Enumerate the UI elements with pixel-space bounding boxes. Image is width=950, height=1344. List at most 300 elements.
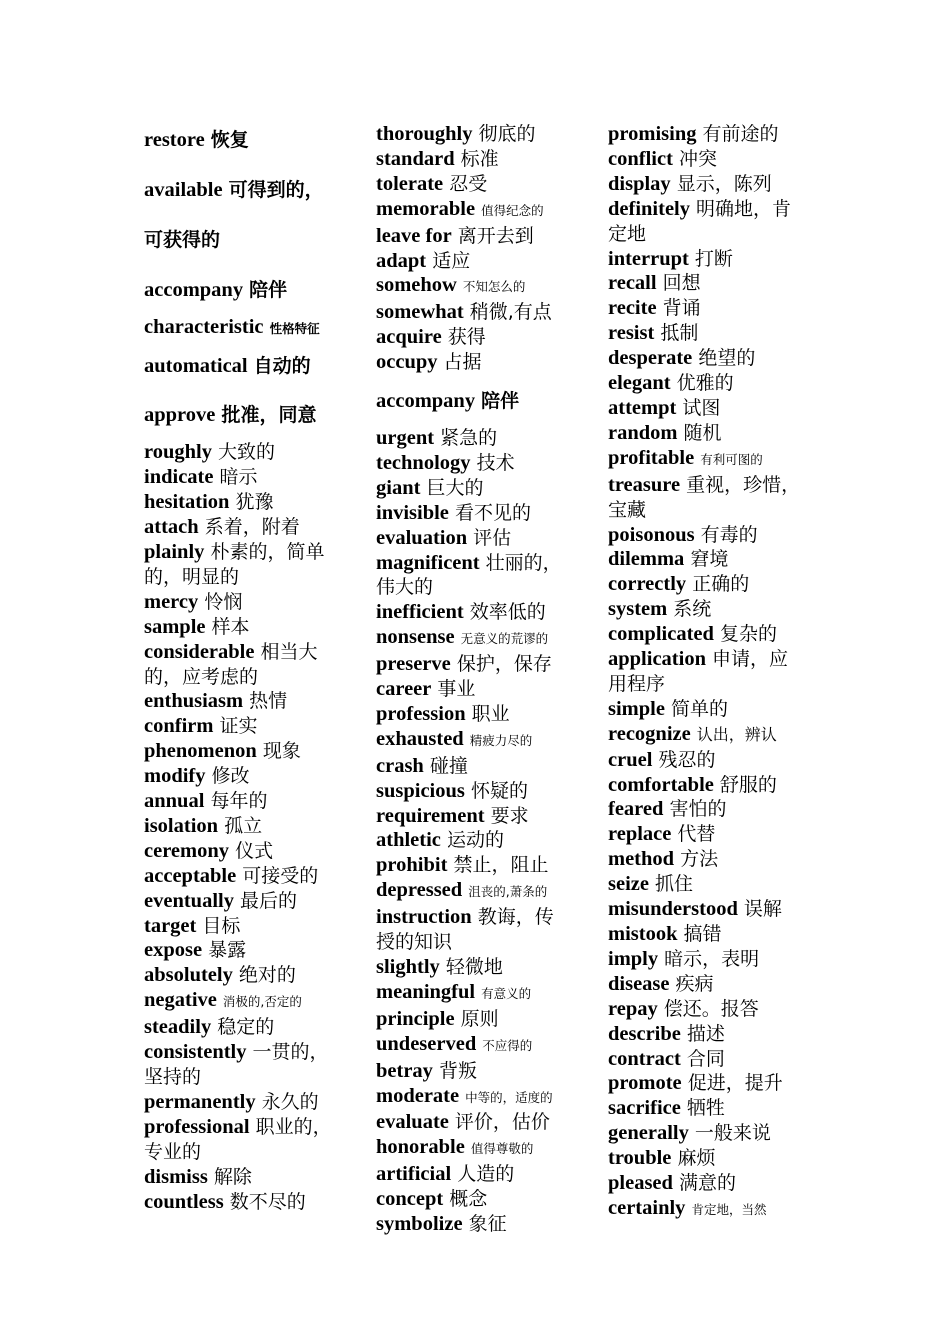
vocab-meaning: 禁止，阻止 xyxy=(453,854,549,877)
vocab-entry xyxy=(608,1096,826,1121)
vocab-entry xyxy=(376,249,586,274)
vocab-entry xyxy=(144,278,354,303)
vocab-word: comfortable xyxy=(608,773,714,796)
vocab-meaning: 的，明显的 xyxy=(144,565,240,588)
vocab-meaning: 忍受 xyxy=(449,172,488,195)
vocab-meaning: 打断 xyxy=(694,247,733,270)
vocab-word: invisible xyxy=(376,501,449,524)
vocab-meaning: 紧急的 xyxy=(440,426,498,449)
vocab-entry xyxy=(376,476,586,501)
vocab-meaning: 效率低的 xyxy=(469,601,546,624)
vocab-entry xyxy=(376,1059,586,1084)
vocab-entry xyxy=(376,828,586,853)
vocab-entry xyxy=(376,955,586,980)
vocab-entry xyxy=(144,839,354,864)
vocab-word: mistook xyxy=(608,923,678,945)
vocab-word: suspicious xyxy=(376,779,465,802)
vocab-meaning: 偿还。报答 xyxy=(663,997,759,1020)
vocab-word: professional xyxy=(144,1115,250,1138)
vocab-entry xyxy=(608,572,826,597)
vocab-word: simple xyxy=(608,697,665,720)
vocab-meaning: 有前途的 xyxy=(702,123,779,145)
vocab-entry xyxy=(608,197,826,222)
vocab-meaning: 稳定的 xyxy=(217,1016,275,1039)
vocab-entry xyxy=(608,396,826,421)
vocab-word: considerable xyxy=(144,640,255,663)
vocab-entry xyxy=(376,1084,586,1111)
vocab-entry xyxy=(144,1065,354,1090)
vocab-entry xyxy=(376,677,586,702)
vocab-meaning: 教诲，传 xyxy=(477,906,554,929)
vocab-word: conflict xyxy=(608,147,673,170)
vocab-word: artificial xyxy=(376,1163,452,1186)
vocab-word: concept xyxy=(376,1188,444,1211)
vocab-word: enthusiasm xyxy=(144,690,244,713)
vocab-entry xyxy=(608,773,826,798)
vocab-meaning: 坚持的 xyxy=(144,1066,202,1088)
vocab-entry xyxy=(608,446,826,473)
vocab-word: tolerate xyxy=(376,172,444,195)
vocab-entry xyxy=(376,1162,586,1187)
vocab-entry xyxy=(608,473,826,498)
vocab-word: automatical xyxy=(144,354,248,377)
vocab-meaning: 专业的 xyxy=(144,1140,202,1163)
vocab-entry xyxy=(144,490,354,515)
vocab-word: describe xyxy=(608,1022,681,1045)
vocab-word: ceremony xyxy=(144,839,230,862)
vocab-meaning: 占据 xyxy=(443,351,482,374)
vocab-meaning: 重视，珍惜， xyxy=(686,473,801,496)
vocab-entry xyxy=(376,451,586,476)
vocab-meaning: 离开去到 xyxy=(457,224,534,247)
vocab-entry xyxy=(144,128,354,153)
vocab-word: feared xyxy=(608,798,664,821)
vocab-meaning: 运动的 xyxy=(446,829,504,852)
vocab-entry xyxy=(376,551,586,576)
vocab-meaning: 方法 xyxy=(680,848,719,871)
vocab-word: somehow xyxy=(376,274,457,297)
vocab-entry xyxy=(144,1190,354,1215)
vocab-entry xyxy=(608,872,826,897)
vocab-meaning: 证实 xyxy=(219,715,258,738)
vocab-word: meaningful xyxy=(376,980,476,1003)
vocab-entry xyxy=(144,228,354,253)
vocab-meaning: 稍微,有点 xyxy=(469,301,552,324)
vocab-meaning: 有意义的 xyxy=(481,985,532,1001)
vocab-meaning: 陪伴 xyxy=(249,278,288,301)
vocab-entry xyxy=(144,1165,354,1190)
vocab-word: acquire xyxy=(376,326,442,349)
vocab-word: promote xyxy=(608,1072,682,1095)
vocab-word: expose xyxy=(144,939,203,962)
vocab-word: somewhat xyxy=(376,301,464,324)
vocab-entry xyxy=(608,1047,826,1072)
vocab-meaning: 回想 xyxy=(662,272,701,295)
vocab-meaning: 肯定地，当然 xyxy=(691,1201,767,1217)
vocab-word: system xyxy=(608,598,668,621)
vocab-meaning: 批准，同意 xyxy=(221,404,317,427)
vocab-word: correctly xyxy=(608,573,687,596)
vocab-entry xyxy=(608,147,826,172)
vocab-word: characteristic xyxy=(144,315,264,338)
vocab-entry xyxy=(144,1040,354,1065)
vocab-word: display xyxy=(608,172,671,195)
vocab-word: restore xyxy=(144,129,205,151)
vocab-meaning: 巨大的 xyxy=(426,476,484,499)
vocab-meaning: 明确地，肯 xyxy=(696,197,792,220)
vocab-word: target xyxy=(144,914,197,937)
vocab-meaning: 认出，辨认 xyxy=(696,724,777,744)
vocab-entry xyxy=(376,1110,586,1135)
vocab-meaning: 可得到的， xyxy=(228,178,324,201)
vocab-word: moderate xyxy=(376,1084,460,1107)
vocab-entry xyxy=(376,172,586,197)
vocab-entry xyxy=(376,980,586,1007)
vocab-entry xyxy=(376,853,586,878)
vocab-entry xyxy=(608,597,826,622)
vocab-word: exhausted xyxy=(376,727,464,750)
vocab-entry xyxy=(144,615,354,640)
vocab-meaning: 背诵 xyxy=(662,297,701,320)
vocab-word: consistently xyxy=(144,1041,247,1064)
vocab-word: contract xyxy=(608,1047,681,1070)
vocab-entry xyxy=(608,922,826,947)
vocab-meaning: 每年的 xyxy=(210,790,268,813)
vocab-word: confirm xyxy=(144,715,214,738)
vocab-meaning: 窘境 xyxy=(690,548,729,571)
vocab-entry xyxy=(376,426,586,451)
vocab-meaning: 代替 xyxy=(677,823,716,846)
vocab-entry xyxy=(376,350,586,375)
vocab-word: interrupt xyxy=(608,247,689,270)
vocab-entry xyxy=(144,789,354,814)
vocab-meaning: 修改 xyxy=(211,765,250,788)
vocab-entry xyxy=(144,590,354,615)
vocab-word: available xyxy=(144,178,223,201)
vocab-entry xyxy=(608,271,826,296)
vocab-word: trouble xyxy=(608,1147,672,1170)
vocab-word: permanently xyxy=(144,1090,256,1113)
vocab-meaning: 一贯的， xyxy=(252,1041,329,1064)
vocab-meaning: 定地 xyxy=(608,222,647,245)
vocab-entry xyxy=(608,722,826,748)
vocab-entry xyxy=(144,1115,354,1140)
vocab-entry xyxy=(376,300,586,325)
vocab-meaning: 疾病 xyxy=(675,972,714,995)
vocab-word: sacrifice xyxy=(608,1097,681,1120)
vocab-entry xyxy=(376,1007,586,1032)
vocab-entry xyxy=(608,1146,826,1171)
vocab-word: attempt xyxy=(608,396,677,419)
vocab-entry xyxy=(144,403,354,428)
vocab-meaning: 暗示，表明 xyxy=(664,947,760,970)
vocab-entry xyxy=(144,764,354,789)
vocab-meaning: 正确的 xyxy=(692,573,750,596)
vocab-word: mercy xyxy=(144,590,199,613)
vocab-word: dilemma xyxy=(608,548,685,571)
vocab-meaning: 怜悯 xyxy=(204,590,243,613)
vocab-entry xyxy=(376,779,586,804)
vocab-word: certainly xyxy=(608,1196,686,1219)
vocab-meaning: 保护，保存 xyxy=(456,653,552,676)
vocab-entry xyxy=(608,1196,826,1223)
vocab-entry xyxy=(376,526,586,551)
vocab-word: eventually xyxy=(144,889,234,912)
vocab-meaning: 值得尊敬的 xyxy=(470,1141,534,1157)
vocab-entry xyxy=(376,1032,586,1059)
vocab-entry xyxy=(608,847,826,872)
vocab-meaning: 热情 xyxy=(249,690,288,713)
vocab-entry xyxy=(608,647,826,672)
vocab-entry xyxy=(144,864,354,889)
vocab-entry xyxy=(608,421,826,446)
vocab-word: sample xyxy=(144,615,206,638)
vocab-entry xyxy=(376,197,586,224)
vocab-meaning: 抓住 xyxy=(655,873,694,896)
vocab-meaning: 适应 xyxy=(432,249,471,272)
vocab-word: evaluate xyxy=(376,1111,449,1134)
vocab-entry xyxy=(608,622,826,647)
vocab-meaning: 一般来说 xyxy=(694,1122,771,1145)
vocab-entry xyxy=(376,625,586,652)
vocab-word: negative xyxy=(144,989,217,1012)
vocab-entry xyxy=(608,1171,826,1196)
vocab-entry xyxy=(376,905,586,930)
vocab-entry xyxy=(608,697,826,722)
vocab-meaning: 相当大 xyxy=(260,640,318,663)
vocab-meaning: 显示，陈列 xyxy=(676,172,772,195)
vocab-entry xyxy=(144,640,354,665)
vocab-entry xyxy=(144,565,354,590)
vocab-word: approve xyxy=(144,404,216,427)
vocab-word: career xyxy=(376,678,432,701)
vocab-entry xyxy=(608,346,826,371)
vocab-entry xyxy=(376,122,586,147)
vocab-entry xyxy=(376,147,586,172)
vocab-word: replace xyxy=(608,823,672,846)
vocab-meaning: 绝望的 xyxy=(698,347,756,370)
vocab-meaning: 概念 xyxy=(449,1188,488,1211)
vocab-meaning: 大致的 xyxy=(218,441,276,464)
vocab-meaning: 职业的， xyxy=(255,1115,332,1138)
vocab-word: complicated xyxy=(608,623,714,646)
vocab-meaning: 获得 xyxy=(447,326,486,349)
vocab-word: attach xyxy=(144,516,199,539)
vocab-entry xyxy=(608,1121,826,1146)
vocab-meaning: 人造的 xyxy=(457,1163,515,1186)
vocab-word: repay xyxy=(608,997,658,1020)
vocab-meaning: 暴露 xyxy=(208,939,247,962)
vocab-entry xyxy=(376,389,586,414)
vocab-word: hesitation xyxy=(144,491,230,514)
vocab-entry xyxy=(376,1135,586,1162)
vocab-meaning: 残忍的 xyxy=(658,748,716,771)
vocab-word: preserve xyxy=(376,653,451,676)
vocab-meaning: 轻微地 xyxy=(445,956,503,978)
vocab-meaning: 不应得的 xyxy=(482,1037,533,1053)
vocab-entry xyxy=(608,122,826,147)
vocab-word: honorable xyxy=(376,1136,465,1159)
vocab-word: betray xyxy=(376,1059,433,1082)
vocab-meaning: 最后的 xyxy=(240,889,298,912)
vocab-entry xyxy=(608,371,826,396)
vocab-entry xyxy=(144,889,354,914)
vocab-meaning: 促进，提升 xyxy=(687,1072,783,1095)
vocab-entry xyxy=(608,797,826,822)
vocab-word: application xyxy=(608,648,706,671)
vocab-word: adapt xyxy=(376,249,427,272)
vocab-column-3 xyxy=(608,122,826,1223)
vocab-meaning: 可接受的 xyxy=(242,864,319,887)
vocab-entry xyxy=(376,575,586,600)
vocab-entry xyxy=(144,515,354,540)
vocab-meaning: 彻底的 xyxy=(478,123,536,145)
vocab-meaning: 看不见的 xyxy=(454,501,531,524)
vocab-word: method xyxy=(608,848,675,871)
vocab-entry xyxy=(144,440,354,465)
vocab-word: steadily xyxy=(144,1016,212,1039)
vocab-meaning: 伟大的 xyxy=(376,576,434,599)
vocab-entry xyxy=(608,523,826,548)
vocab-entry xyxy=(608,547,826,572)
vocab-meaning: 简单的 xyxy=(671,697,729,720)
vocab-entry xyxy=(144,178,354,203)
vocab-entry xyxy=(608,247,826,272)
vocab-meaning: 有毒的 xyxy=(700,523,758,546)
vocab-meaning: 冲突 xyxy=(678,147,717,170)
vocab-meaning: 麻烦 xyxy=(677,1147,716,1170)
vocab-meaning: 永久的 xyxy=(261,1090,319,1113)
vocab-entry xyxy=(144,988,354,1015)
vocab-entry xyxy=(144,465,354,490)
vocab-meaning: 误解 xyxy=(743,898,782,921)
vocab-entry xyxy=(144,714,354,739)
vocab-entry xyxy=(376,930,586,955)
vocab-meaning: 的，应考虑的 xyxy=(144,665,259,688)
vocab-meaning: 值得纪念的 xyxy=(481,202,544,218)
vocab-entry xyxy=(144,665,354,690)
vocab-word: accompany xyxy=(376,390,476,413)
vocab-entry xyxy=(376,224,586,249)
vocab-meaning: 孤立 xyxy=(224,814,263,837)
vocab-word: undeserved xyxy=(376,1032,477,1055)
vocab-word: athletic xyxy=(376,829,441,852)
vocab-entry xyxy=(608,972,826,997)
vocab-meaning: 暗示 xyxy=(219,466,258,489)
vocab-meaning: 壮丽的， xyxy=(485,551,562,574)
vocab-meaning: 要求 xyxy=(490,804,529,827)
vocab-entry xyxy=(608,321,826,346)
vocab-entry xyxy=(376,273,586,300)
vocab-entry xyxy=(376,878,586,905)
vocab-word: recall xyxy=(608,272,657,295)
vocab-word: inefficient xyxy=(376,601,464,624)
vocab-word: seize xyxy=(608,873,649,896)
vocab-word: recognize xyxy=(608,722,691,745)
vocab-word: slightly xyxy=(376,956,440,978)
vocab-word: misunderstood xyxy=(608,898,738,921)
vocab-entry xyxy=(144,1140,354,1165)
vocab-word: instruction xyxy=(376,906,472,929)
vocab-entry xyxy=(376,754,586,779)
vocab-word: desperate xyxy=(608,347,693,370)
vocab-meaning: 标准 xyxy=(460,147,499,170)
vocab-meaning: 害怕的 xyxy=(669,798,727,821)
vocab-entry xyxy=(376,600,586,625)
vocab-word: disease xyxy=(608,972,670,995)
vocab-entry xyxy=(144,689,354,714)
vocab-meaning: 目标 xyxy=(202,914,241,937)
vocab-word: recite xyxy=(608,297,657,320)
vocab-meaning: 技术 xyxy=(476,451,515,474)
vocab-word: indicate xyxy=(144,466,214,489)
vocab-entry xyxy=(608,947,826,972)
vocab-word: treasure xyxy=(608,473,681,496)
vocab-entry xyxy=(144,938,354,963)
vocab-meaning: 陪伴 xyxy=(481,390,520,413)
vocab-word: isolation xyxy=(144,814,219,837)
vocab-entry xyxy=(144,540,354,565)
vocab-meaning: 宝藏 xyxy=(608,498,647,521)
vocab-word: standard xyxy=(376,147,455,170)
vocab-entry xyxy=(376,652,586,677)
vocab-word: thoroughly xyxy=(376,123,473,145)
vocab-entry xyxy=(376,804,586,829)
vocab-word: resist xyxy=(608,322,655,345)
vocab-meaning: 牺牲 xyxy=(686,1097,725,1120)
vocab-word: urgent xyxy=(376,426,435,449)
vocab-word: random xyxy=(608,421,678,444)
vocab-word: modify xyxy=(144,765,206,788)
vocab-word: generally xyxy=(608,1122,689,1145)
vocab-word: elegant xyxy=(608,372,671,395)
vocab-meaning: 试图 xyxy=(682,396,721,419)
vocab-entry xyxy=(144,914,354,939)
vocab-entry xyxy=(608,296,826,321)
vocab-word: magnificent xyxy=(376,551,480,574)
vocab-entry xyxy=(144,739,354,764)
vocab-meaning: 背叛 xyxy=(438,1059,477,1082)
vocab-word: principle xyxy=(376,1007,455,1030)
vocab-entry xyxy=(144,814,354,839)
vocab-meaning: 怀疑的 xyxy=(470,779,528,802)
vocab-entry xyxy=(376,325,586,350)
vocab-word: acceptable xyxy=(144,864,237,887)
vocab-meaning: 犹豫 xyxy=(235,491,274,514)
vocab-entry xyxy=(376,1212,586,1237)
vocab-meaning: 用程序 xyxy=(608,672,666,695)
vocab-meaning: 精疲力尽的 xyxy=(469,732,533,748)
vocab-word: phenomenon xyxy=(144,740,257,763)
vocab-entry xyxy=(144,1090,354,1115)
vocab-entry xyxy=(608,498,826,523)
vocab-entry xyxy=(144,354,354,379)
vocab-word: technology xyxy=(376,451,471,474)
vocab-meaning: 评价，估价 xyxy=(454,1111,550,1134)
vocab-word: memorable xyxy=(376,197,476,220)
vocab-entry xyxy=(608,897,826,922)
vocab-meaning: 有利可图的 xyxy=(700,451,763,467)
vocab-word: leave for xyxy=(376,224,452,247)
vocab-meaning: 授的知识 xyxy=(376,931,453,954)
vocab-word: annual xyxy=(144,790,205,813)
vocab-meaning: 无意义的荒谬的 xyxy=(460,631,549,647)
vocab-entry xyxy=(608,822,826,847)
vocab-word: definitely xyxy=(608,197,690,220)
vocab-word: prohibit xyxy=(376,854,448,877)
vocab-meaning: 系统 xyxy=(673,598,712,621)
vocab-column-1 xyxy=(144,122,354,1214)
